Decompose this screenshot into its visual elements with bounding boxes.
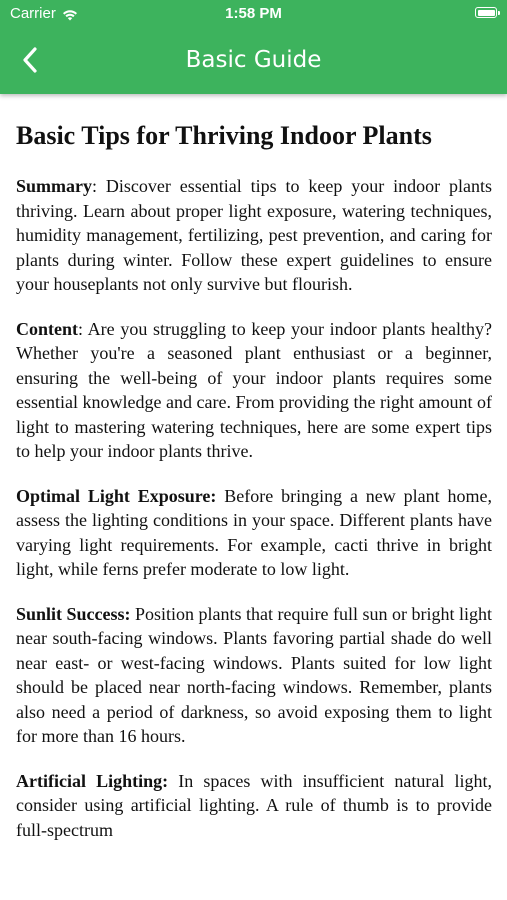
content-text: : Are you struggling to keep your indoor plants healthy? Whether you're a seasoned plant enthusiast or a beginner, ensuring the well-being of your indoor plants requires some essential knowledge and care. From providing the right amount of light to mastering watering techniques, here are some expert tips to help your indoor plants thrive. [16, 318, 492, 461]
content-paragraph [16, 317, 492, 464]
navigation-bar [0, 38, 507, 82]
artificial-lighting-text: In spaces with insufficient natural light, consider using artificial lighting. A rule of thumb is to provide full-spectrum [16, 770, 492, 840]
battery-icon [475, 7, 497, 18]
artificial-lighting-heading: Artificial Lighting: [16, 770, 169, 791]
status-time: 1:58 PM [225, 5, 282, 22]
sunlit-success-paragraph [16, 602, 492, 749]
sunlit-success-text: Position plants that require full sun or bright light near south-facing windows. Plants favoring partial shade do well near east- or west-facing windows. Plants suited for low light should be placed near north-facing windows. Remember, plants also need a period of darkness, so avoid exposing them to light for more than 16 hours. [16, 603, 492, 746]
carrier-label: Carrier [10, 5, 56, 22]
summary-paragraph [16, 174, 492, 297]
summary-heading: Summary [16, 176, 92, 196]
artificial-lighting-paragraph [16, 769, 492, 843]
light-exposure-heading: Optimal Light Exposure: [16, 485, 217, 506]
sunlit-success-heading: Sunlit Success: [16, 603, 131, 624]
article-content [16, 118, 492, 862]
light-exposure-text: Before bringing a new plant home, assess the lighting conditions in your space. Different plants have varying light requirements. For example, cacti thrive in bright light, while ferns prefer moderate to low light. [16, 485, 492, 579]
content-heading: Content [16, 318, 78, 339]
light-exposure-paragraph [16, 484, 492, 582]
app-header [0, 0, 507, 94]
status-bar [0, 0, 507, 28]
summary-text: : Discover essential tips to keep your indoor plants thriving. Learn about proper light exposure, watering techniques, humidity management, fertilizing, pest prevention, and caring for plants during winter. Follow these expert guidelines to ensure your houseplants not only survive but flourish. [16, 176, 492, 294]
page-title: Basic Guide [185, 47, 322, 73]
article-title: Basic Tips for Thriving Indoor Plants [16, 121, 432, 150]
